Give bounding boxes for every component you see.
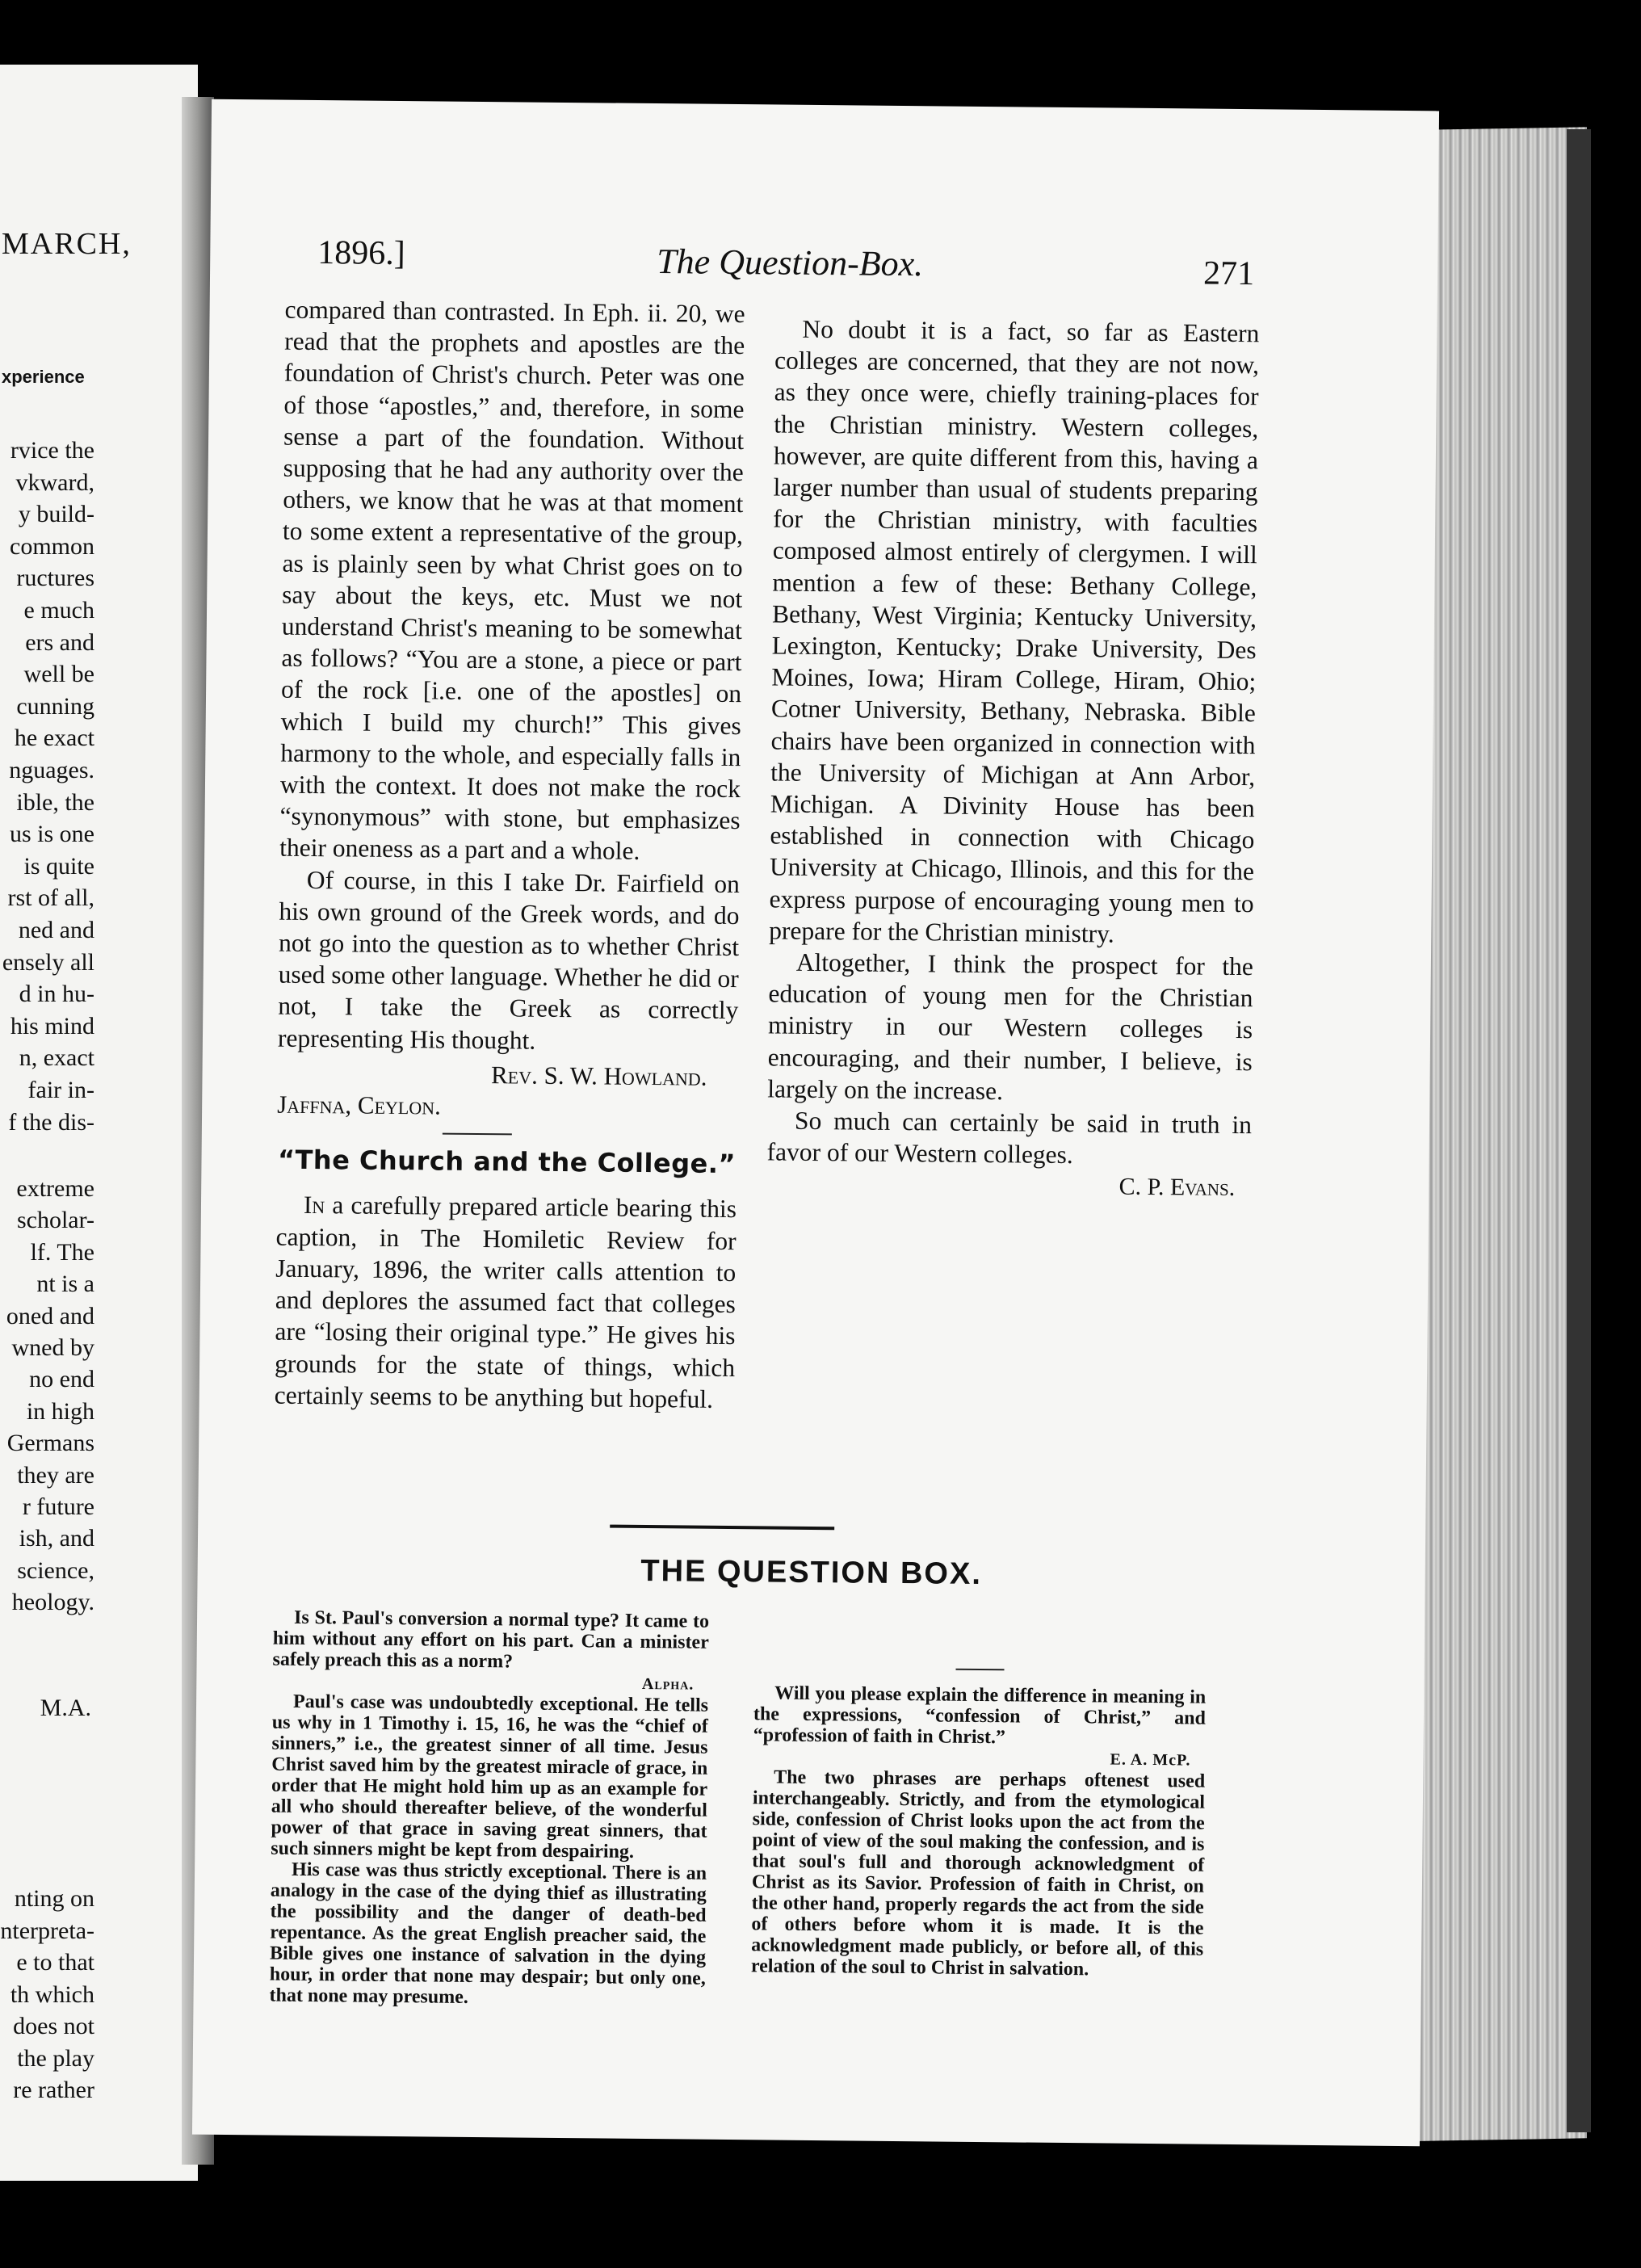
- facing-page-subhead: xperience: [2, 367, 85, 387]
- facing-page-line: extreme: [16, 1175, 94, 1202]
- facing-page-line: ensely all: [2, 948, 94, 976]
- q2-answer: The two phrases are perhaps oftenest used interchangeably. Strictly, and from the etymological side, confession of Christ looks upon the act from the point of view of the soul making the confession, and is that soul's full and thorough acknowledgment of Christ as its Savior. Profession of faith in Christ, on the other hand, properly regards the act from the side of others before whom it is made. It is the acknowledgment made publicly, or before all, of this relation of the soul to Christ in salvation.: [750, 1766, 1206, 1980]
- facing-page-line: ned and: [18, 917, 94, 943]
- article-paragraph-4: So much can certainly be said in truth in favor of our Western colleges.: [766, 1106, 1253, 1170]
- running-head-year: 1896.]: [317, 234, 406, 273]
- facing-page-line: no end: [29, 1366, 94, 1393]
- facing-page-line: ish, and: [19, 1525, 94, 1552]
- q1-answer-2: His case was thus strictly exceptional. There is an analogy in the case of the dying thief as illustrating the possibility and the danger of death-bed repentance. As the great English preacher said, the Bible gives one instance of salvation in the dying hour, in order that none may despair; but only one, that none may presume.: [269, 1858, 707, 2008]
- facing-page-line: the play: [17, 2044, 94, 2072]
- facing-page-line: ructures: [16, 565, 94, 592]
- section-divider: [443, 1133, 512, 1136]
- facing-page-line: common: [10, 532, 94, 560]
- facing-page-line: he exact: [14, 724, 94, 752]
- facing-page-line: ers and: [25, 628, 94, 656]
- column-left: [275, 294, 745, 1415]
- facing-page-line: cunning: [16, 692, 94, 720]
- facing-page-line: wned by: [11, 1334, 94, 1361]
- facing-page-line: n, exact: [19, 1044, 94, 1072]
- facing-page-line: e much: [23, 597, 94, 624]
- q1-question: Is St. Paul's conversion a normal type? It came to him without any effort on his part. Can a minister safely preach this as a norm?: [272, 1606, 710, 1673]
- page-edge-shadow: [1567, 129, 1591, 2132]
- facing-page-line: re rather: [13, 2077, 94, 2103]
- facing-page-line: his mind: [10, 1012, 94, 1040]
- facing-page-line: d in hu-: [19, 981, 94, 1008]
- column-spacer: [754, 1632, 1207, 1657]
- facing-page-line: rvice the: [10, 437, 94, 464]
- facing-page-line: they are: [17, 1461, 94, 1489]
- facing-page-line: is quite: [23, 852, 94, 880]
- facing-page-line: does not: [13, 2013, 94, 2039]
- facing-page-line: e to that: [16, 1949, 94, 1976]
- facing-page-line: heology.: [11, 1589, 94, 1616]
- q2-question: Will you please explain the difference in meaning in the expressions, “confession of Christ,” and “profession of faith in Christ.”: [753, 1682, 1207, 1749]
- facing-page-line: science,: [17, 1556, 94, 1584]
- facing-page-signature: M.A.: [40, 1695, 91, 1721]
- page-number: 271: [1202, 254, 1255, 293]
- facing-page-header: MARCH,: [2, 227, 132, 261]
- main-page: [192, 99, 1439, 2146]
- article-title: “The Church and the College.”: [277, 1144, 737, 1180]
- facing-page-line: scholar-: [16, 1207, 94, 1234]
- q1-asker: Alpha.: [641, 1674, 695, 1694]
- q2-asker: E. A. McP.: [1110, 1750, 1191, 1770]
- facing-page-line: rst of all,: [7, 884, 94, 912]
- facing-page-line: nterpreta-: [0, 1917, 94, 1944]
- facing-page-line: nguages.: [9, 757, 94, 783]
- facing-page-line: r future: [22, 1493, 94, 1520]
- article-paragraph-1: [275, 1189, 737, 1415]
- article-paragraph-2: No doubt it is a fact, so far as Eastern colleges are concerned, that they are not now, as they once were, chiefly training-places for the Christian ministry. Western colleges, however, are quite different from this, having a larger number than usual of students preparing for the Christian ministry, with faculties composed almost entirely of clergymen. I will mention a few of these: Bethany College, Bethany, West Virginia; Kentucky University, Lexington, Kentucky; Drake University, Des Moines, Iowa; Hiram College, Hiram, Ohio; Cotner University, Bethany, Nebraska. Bible chairs have been organized in connection with the University of Michigan at Ann Arbor, Michigan. A Divinity House has been established in connection with Chicago University at Chicago, Illinois, and this for the express purpose of encouraging young men to prepare for the Christian ministry.: [769, 314, 1260, 948]
- facing-page: [0, 65, 198, 2181]
- facing-page-line: nting on: [14, 1885, 94, 1912]
- facing-page-line: fair in-: [27, 1077, 94, 1103]
- facing-page-line: ible, the: [16, 788, 94, 816]
- facing-page-line: y build-: [18, 501, 94, 528]
- letter1-paragraph-2: Of course, in this I take Dr. Fairfield on his own ground of the Greek words, and do not go into the question as to whether Christ used some other language. Whether he did or not, I take the Greek as correctly representing His thought.: [277, 865, 741, 1055]
- facing-page-line: Germans: [6, 1430, 94, 1457]
- letter1-paragraph-1: compared than contrasted. In Eph. ii. 20, we read that the prophets and apostles are the foundation of Christ's church. Peter was one of those “apostles,” and, therefore, in some sense a part of the foundation. Without supposing that he had any authority over the others, we know that he was at that moment to some extent a representative of the group, as is plainly seen by what Christ goes on to say about the keys, etc. Must we not understand Christ's meaning to be somewhat as follows? “You are a stone, a piece or part of the rock [i.e. one of the apostles] on which I build my church!” This gives harmony to the whole, and especially falls in with the context. It does not make the rock “synonymous” with stone, but emphasizes their oneness as a part and a whole.: [279, 295, 745, 866]
- article-paragraph-3: Altogether, I think the prospect for the education of young men for the Christian ministry in our Western colleges is encouraging, and their number, I believe, is largely on the increase.: [767, 947, 1254, 1106]
- section-rule: [610, 1525, 834, 1531]
- facing-page-line: vkward,: [15, 468, 94, 496]
- letter1-location: Jaffna, Ceylon.: [277, 1090, 442, 1120]
- letter1-signature: Rev. S. W. Howland.: [490, 1060, 707, 1091]
- article-signature: C. P. Evans.: [1118, 1174, 1236, 1202]
- question-box-heading: THE QUESTION BOX.: [640, 1553, 983, 1592]
- facing-page-line: f the dis-: [8, 1108, 94, 1136]
- facing-page-line: oned and: [6, 1302, 94, 1329]
- facing-page-line: lf. The: [30, 1238, 94, 1266]
- facing-page-line: us is one: [10, 821, 94, 848]
- facing-page-line: well be: [23, 661, 94, 688]
- question-box-column-left: [269, 1607, 709, 2010]
- article-paragraph-1-text: a carefully prepared article bearing this caption, in The Homiletic Review for January, 1896, the writer calls attention to and deplores the assumed fact that colleges are “losing their original type.” He gives his grounds for the state of things, which certainly seems to be anything but hopeful.: [274, 1191, 737, 1413]
- facing-page-line: th which: [10, 1980, 94, 2008]
- q1-answer-1: Paul's case was undoubtedly exceptional. He tells us why in 1 Timothy i. 15, 16, he was the “chief of sinners,” i.e., the greatest sinner of all time. Jesus Christ saved him by the greatest miracle of grace, in order that He might hold him up as an example for all who should thereafter believe, of the wonderful power of that grace in saving great sinners, that such sinners might be kept from despairing.: [271, 1690, 709, 1863]
- question-divider: [956, 1669, 1005, 1671]
- lead-caps: In: [303, 1191, 325, 1220]
- question-box-column-right: [751, 1611, 1207, 1980]
- facing-page-line: nt is a: [36, 1270, 94, 1298]
- facing-page-line: in high: [26, 1397, 94, 1425]
- running-head-title: The Question-Box.: [656, 242, 924, 284]
- column-right: [766, 313, 1260, 1203]
